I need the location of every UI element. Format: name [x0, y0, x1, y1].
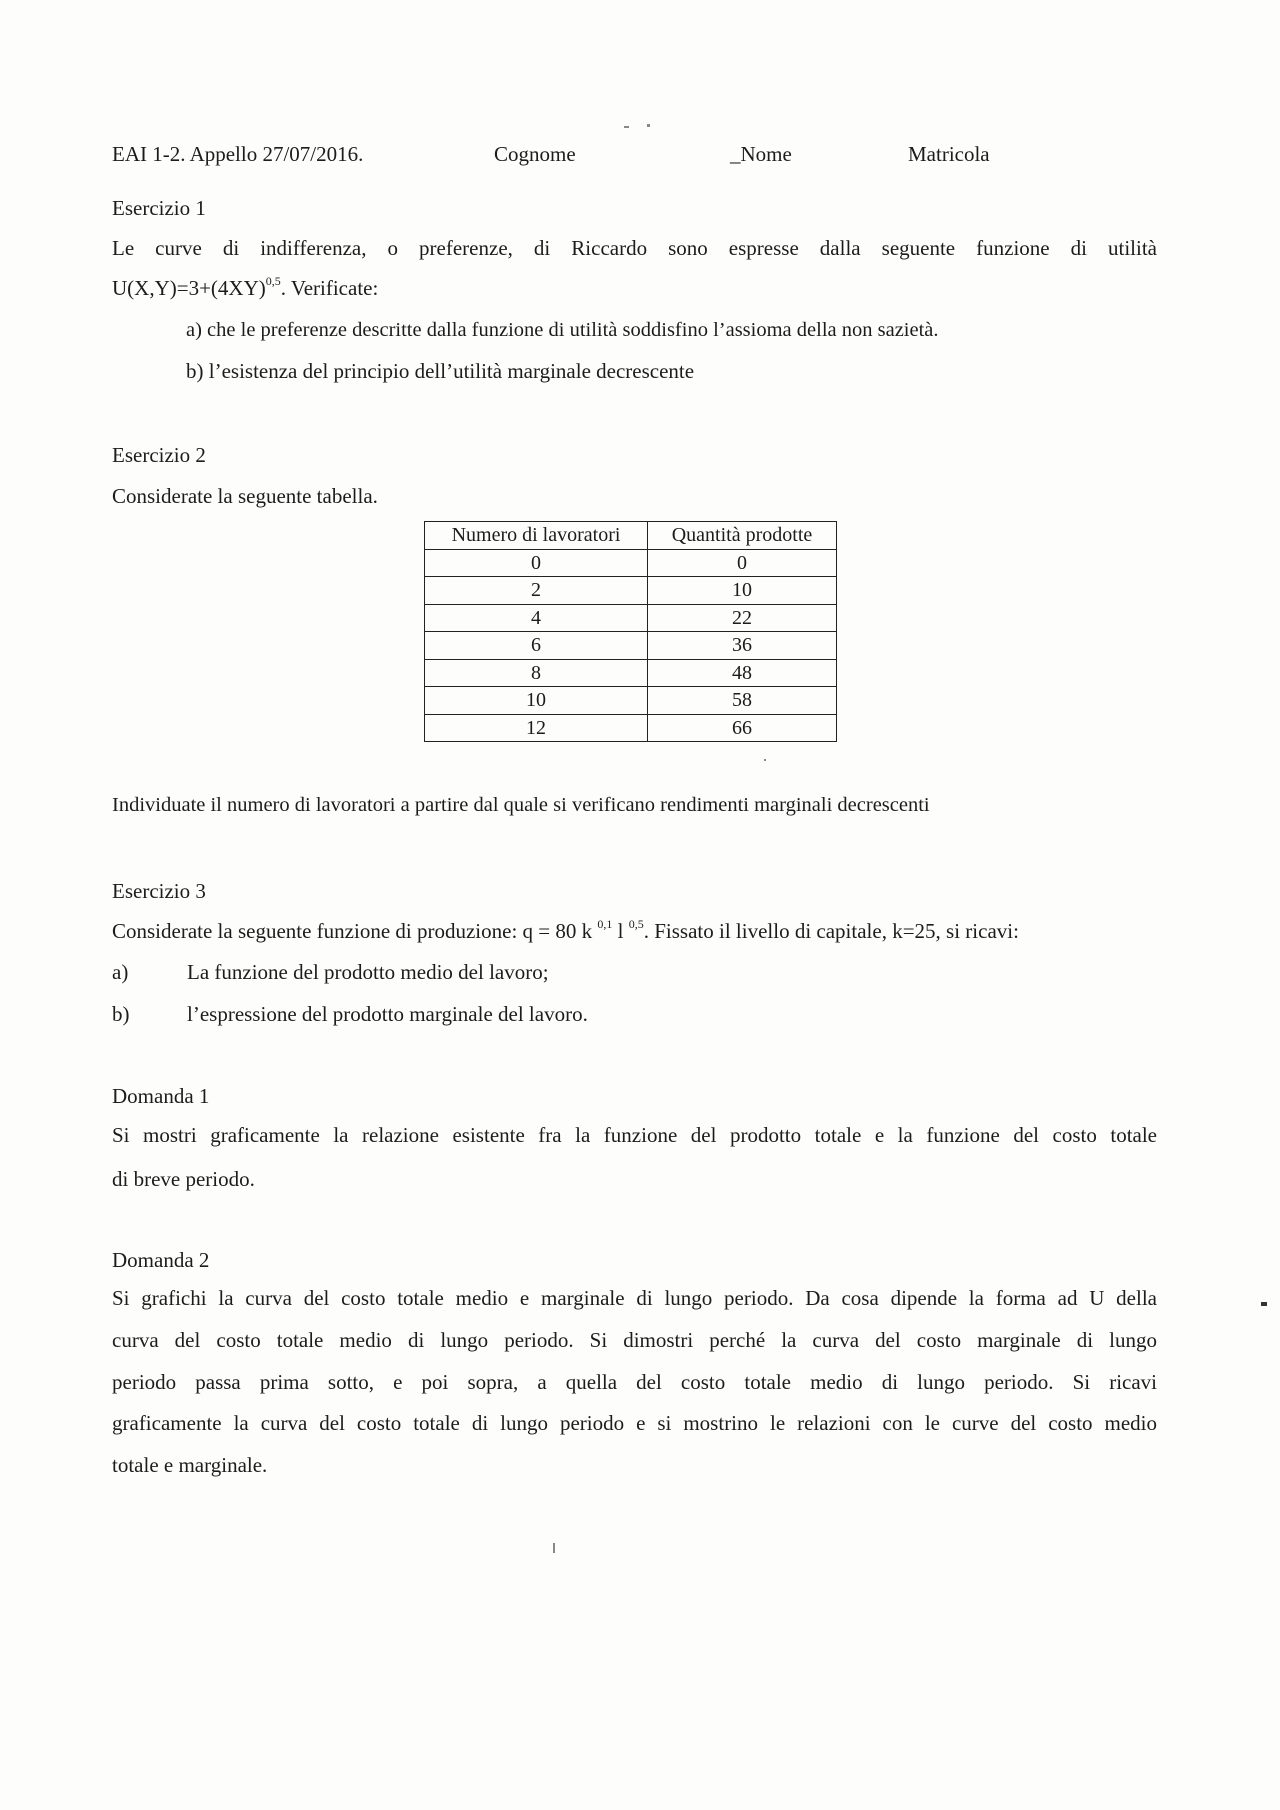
exercise-2-title: Esercizio 2 — [112, 443, 206, 467]
question-2-line1: Si grafichi la curva del costo totale medio e marginale di lungo periodo. Da cosa dipende la forma ad U della — [112, 1286, 1157, 1310]
table-cell-workers: 8 — [425, 659, 648, 687]
table-row — [425, 604, 837, 632]
exercise-1-item-a: a) che le preferenze descritte dalla funzione di utilità soddisfino l’assioma della non sazietà. — [186, 319, 939, 341]
scan-speck — [553, 1543, 555, 1553]
table-cell-quantity: 58 — [648, 687, 837, 715]
labor-symbol: l — [612, 919, 624, 943]
scan-speck — [624, 126, 629, 128]
table-header-quantity: Quantità prodotte — [648, 522, 837, 550]
production-function: Considerate la seguente funzione di produzione: q = 80 k — [112, 919, 593, 943]
question-2-line2: curva del costo totale medio di lungo periodo. Si dimostri perché la curva del costo marginale di lungo — [112, 1328, 1157, 1352]
table-cell-workers: 2 — [425, 577, 648, 605]
question-2-line5: totale e marginale. — [112, 1453, 268, 1477]
scan-speck — [1261, 1302, 1267, 1306]
table-row — [425, 577, 837, 605]
question-1-title: Domanda 1 — [112, 1084, 210, 1108]
exercise-3-intro — [112, 919, 1019, 944]
exercise-3-item-b-text: l’espressione del prodotto marginale del lavoro. — [187, 1002, 588, 1026]
exercise-1-intro-line1: Le curve di indifferenza, o preferenze, di Riccardo sono espresse dalla seguente funzione di utilità — [112, 236, 1157, 260]
table-header-workers: Numero di lavoratori — [425, 522, 648, 550]
table-cell-workers: 6 — [425, 632, 648, 660]
exercise-3-item-a-text: La funzione del prodotto medio del lavoro; — [187, 960, 549, 984]
table-cell-quantity: 10 — [648, 577, 837, 605]
id-label: Matricola — [908, 142, 990, 166]
utility-exponent: 0,5 — [265, 274, 281, 288]
table-cell-quantity: 0 — [648, 549, 837, 577]
table-header-row — [425, 522, 837, 550]
table-row — [425, 549, 837, 577]
scan-speck — [647, 124, 650, 127]
surname-label: Cognome — [494, 142, 576, 166]
utility-formula-tail: . Verificate: — [280, 276, 379, 300]
table-row — [425, 687, 837, 715]
question-2-title: Domanda 2 — [112, 1248, 210, 1272]
exercise-1-formula — [112, 276, 378, 301]
table-cell-workers: 10 — [425, 687, 648, 715]
exercise-3-title: Esercizio 3 — [112, 879, 206, 903]
table-cell-workers: 4 — [425, 604, 648, 632]
exercise-2-question: Individuate il numero di lavoratori a partire dal quale si verificano rendimenti marginali decrescenti — [112, 794, 930, 816]
table-cell-workers: 12 — [425, 714, 648, 742]
scan-speck — [764, 759, 766, 761]
table-cell-workers: 0 — [425, 549, 648, 577]
utility-formula: U(X,Y)=3+(4XY) — [112, 276, 266, 300]
exercise-1-title: Esercizio 1 — [112, 196, 206, 220]
question-2-line3: periodo passa prima sotto, e poi sopra, a quella del costo totale medio di lungo periodo. Si ricavi — [112, 1370, 1157, 1394]
table-row — [425, 659, 837, 687]
labor-exponent: 0,5 — [628, 917, 644, 931]
table-row — [425, 632, 837, 660]
table-cell-quantity: 22 — [648, 604, 837, 632]
name-label: _Nome — [730, 142, 792, 166]
production-table — [424, 521, 837, 742]
exercise-2-intro: Considerate la seguente tabella. — [112, 484, 378, 508]
question-1-line2: di breve periodo. — [112, 1167, 255, 1191]
exercise-3-item-a-letter: a) — [112, 960, 129, 984]
table-row — [425, 714, 837, 742]
table-cell-quantity: 48 — [648, 659, 837, 687]
production-function-tail: . Fissato il livello di capitale, k=25, si ricavi: — [643, 919, 1019, 943]
question-2-line4: graficamente la curva del costo totale di lungo periodo e si mostrino le relazioni con le curve del costo medio — [112, 1411, 1157, 1435]
course-header: EAI 1-2. Appello 27/07/2016. — [112, 142, 364, 166]
capital-exponent: 0,1 — [597, 917, 613, 931]
table-cell-quantity: 66 — [648, 714, 837, 742]
exercise-3-item-b-letter: b) — [112, 1002, 130, 1026]
table-cell-quantity: 36 — [648, 632, 837, 660]
exercise-1-item-b: b) l’esistenza del principio dell’utilità marginale decrescente — [186, 359, 695, 383]
question-1-line1: Si mostri graficamente la relazione esistente fra la funzione del prodotto totale e la funzione del costo totale — [112, 1123, 1157, 1147]
